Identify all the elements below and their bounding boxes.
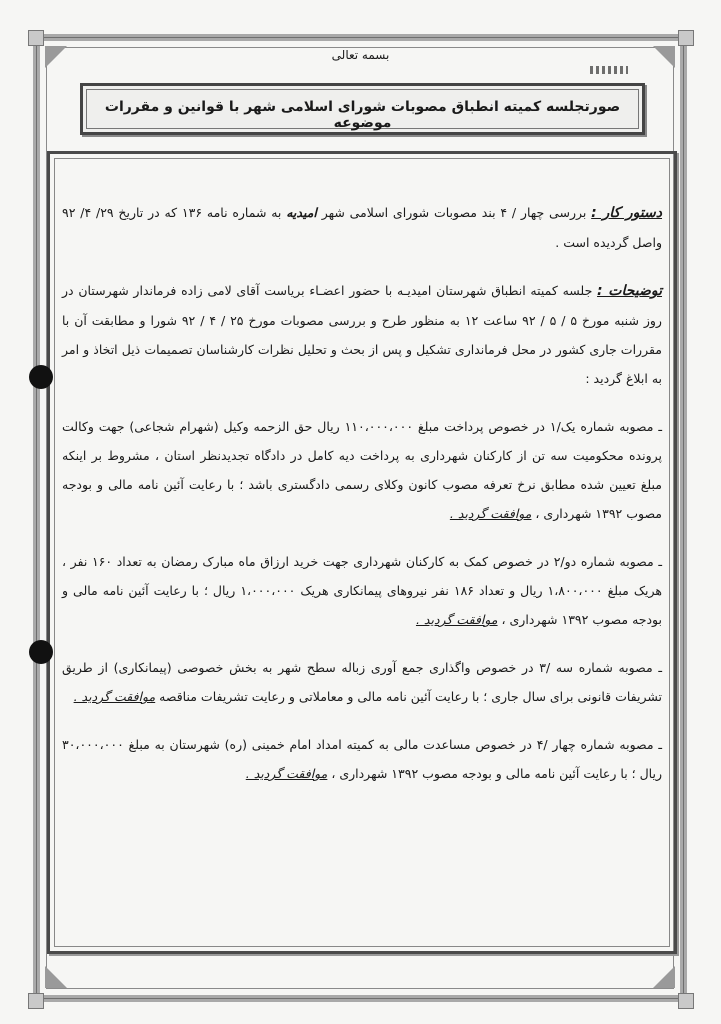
document-body (62, 198, 662, 807)
resolution-verdict: موافقت گردید . (415, 612, 498, 627)
description-paragraph (62, 276, 662, 393)
frame-ornament (45, 966, 67, 988)
resolution-verdict: موافقت گردید . (245, 766, 328, 781)
resolution-item (62, 653, 662, 711)
resolution-text: ـ مصوبه شماره سه /۳ در خصوص واگذاری جمع آوری زباله سطح شهر به بخش خصوصی (پیمانکاری) از طریق تشریفات قانونی برای سال جاری ؛ با رعایت آئین نامه مالی و معاملاتی و رعایت تشریفات مناقصه (62, 660, 662, 704)
resolution-text: ـ مصوبه شماره چهار /۴ در خصوص مساعدت مالی به کمیته امداد امام خمینی (ره) شهرستان به مبلغ ۳۰،۰۰۰،۰۰۰ ریال ؛ با رعایت آئین نامه مالی و بودجه مصوب ۱۳۹۲ شهرداری ، (62, 737, 662, 781)
bismillah-heading: بسمه تعالی (331, 48, 390, 62)
frame-corner (28, 993, 44, 1009)
document-title: صورتجلسه کمیته انطباق مصوبات شورای اسلامی شهر با قوانین و مقررات موضوعه (104, 99, 621, 131)
agenda-label: دستور کار : (591, 205, 663, 221)
frame-corner (28, 30, 44, 46)
resolution-text: ـ مصوبه شماره یک/۱ در خصوص پرداخت مبلغ ۱۱۰،۰۰۰،۰۰۰ ریال حق الزحمه وکیل (شهرام شجاعی) جهت وکالت پرونده محکومیت سه تن از کارکنان شهرداری به پرداخت دیه کامل در دادگاه تجدیدنظر استان ، مشروط بر اینکه مبلغ تعیین شده مطابق نرخ تعرفه مصوب کانون وکلای رسمی دادگستری باشد ؛ با رعایت آئین نامه مالی و بودجه مصوب ۱۳۹۲ شهرداری ، (62, 419, 662, 521)
resolution-text: ـ مصوبه شماره دو/۲ در خصوص کمک به کارکنان شهرداری جهت خرید ارزاق ماه مبارک رمضان به تعداد ۱۶۰ نفر ، هریک مبلغ ۱،۸۰۰،۰۰۰ ریال و تعداد ۱۸۶ نفر نیروهای پیمانکاری هریک ۱،۰۰۰،۰۰۰ ریال ؛ با رعایت آئین نامه مالی و بودجه مصوب ۱۳۹۲ شهرداری ، (62, 554, 663, 627)
resolution-item (62, 547, 662, 634)
city-name: امیدیه (286, 205, 317, 220)
ink-smudge (590, 66, 628, 74)
description-label: توضیحات : (597, 283, 663, 299)
agenda-text: بررسی چهار / ۴ بند مصوبات شورای اسلامی شهر (316, 205, 592, 220)
punch-hole (29, 365, 53, 389)
frame-ornament (653, 966, 675, 988)
resolution-verdict: موافقت گردید . (73, 689, 156, 704)
resolution-item (62, 730, 662, 788)
frame-corner (678, 993, 694, 1009)
description-text: جلسه کمیته انطباق شهرستان امیدیـه با حضور اعضـاء بریاست آقای لامی زاده فرماندار شهرستان در روز شنبه مورخ ۵ / ۵ / ۹۲ ساعت ۱۲ به منظور طرح و بررسی مصوبات مورخ ۲۵ / ۴ / ۹۲ شورا و مطابقت آن با مقررات جاری کشور در محل فرمانداری تشکیل و پس از بحث و تحلیل نظرات کارشناسان تصمیمات ذیل اتخاذ و امر به ابلاغ گردید : (62, 283, 662, 386)
resolution-item (62, 412, 662, 528)
frame-corner (678, 30, 694, 46)
agenda-text-end: به شماره نامه ۱۳۶ که در تاریخ ۲۹/ ۴/ ۹۲ واصل گردیده است . (62, 205, 662, 250)
resolution-verdict: موافقت گردید . (449, 506, 532, 521)
agenda-paragraph (62, 198, 662, 257)
title-box (80, 83, 645, 135)
punch-hole (29, 640, 53, 664)
